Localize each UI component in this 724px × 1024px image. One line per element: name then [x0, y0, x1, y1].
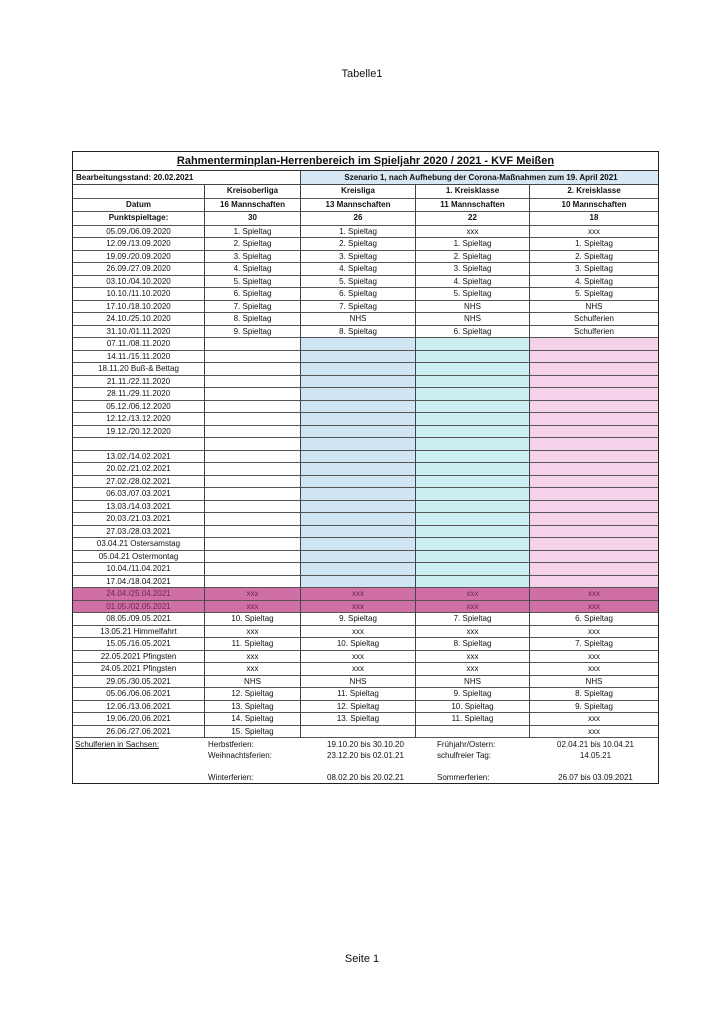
- matchday-cell: xxx: [530, 626, 658, 639]
- matchday-cell: 1. Spieltag: [205, 226, 301, 239]
- sheet-title: [73, 152, 658, 171]
- table-row: [73, 276, 658, 289]
- header-league-cell: 22: [416, 212, 530, 226]
- date-cell: 31.10./01.11.2020: [73, 326, 205, 339]
- matchday-cell: [205, 463, 301, 476]
- table-row: [73, 526, 658, 539]
- table-body: [73, 226, 658, 739]
- table-row: [73, 288, 658, 301]
- vac-range: 26.07 bis 03.09.2021: [558, 773, 633, 782]
- matchday-cell: [205, 401, 301, 414]
- table-row: [73, 363, 658, 376]
- matchday-cell: [301, 388, 416, 401]
- matchday-cell: 2. Spieltag: [301, 238, 416, 251]
- matchday-cell: xxx: [416, 626, 530, 639]
- matchday-cell: xxx: [530, 651, 658, 664]
- matchday-cell: [530, 538, 658, 551]
- date-cell: 20.02./21.02.2021: [73, 463, 205, 476]
- matchday-cell: 10. Spieltag: [416, 701, 530, 714]
- date-cell: 05.04.21 Ostermontag: [73, 551, 205, 564]
- matchday-cell: xxx: [416, 663, 530, 676]
- date-cell: 19.09./20.09.2020: [73, 251, 205, 264]
- date-cell: 10.04./11.04.2021: [73, 563, 205, 576]
- header-label-cell: [73, 185, 205, 199]
- vac-range: 23.12.20 bis 02.01.21: [327, 751, 404, 760]
- matchday-cell: xxx: [530, 226, 658, 239]
- date-cell: 12.06./13.06.2021: [73, 701, 205, 714]
- matchday-cell: [301, 526, 416, 539]
- matchday-cell: [301, 476, 416, 489]
- matchday-cell: [205, 476, 301, 489]
- page-header: Tabelle1: [341, 68, 383, 80]
- header-row: [73, 212, 658, 226]
- matchday-cell: [530, 351, 658, 364]
- matchday-cell: 6. Spieltag: [205, 288, 301, 301]
- matchday-cell: [416, 576, 530, 589]
- matchday-cell: [530, 338, 658, 351]
- matchday-cell: [205, 426, 301, 439]
- matchday-cell: [205, 388, 301, 401]
- matchday-cell: xxx: [205, 601, 301, 614]
- matchday-cell: [416, 538, 530, 551]
- table-row: [73, 713, 658, 726]
- date-cell: 12.09./13.09.2020: [73, 238, 205, 251]
- matchday-cell: [530, 501, 658, 514]
- table-row: [73, 676, 658, 689]
- date-cell: [73, 438, 205, 451]
- vac-name: Herbstferien:: [208, 740, 254, 749]
- matchday-cell: 12. Spieltag: [205, 688, 301, 701]
- table-row: [73, 576, 658, 589]
- date-cell: 26.09./27.09.2020: [73, 263, 205, 276]
- table-row: [73, 463, 658, 476]
- matchday-cell: [301, 551, 416, 564]
- matchday-cell: 8. Spieltag: [416, 638, 530, 651]
- matchday-cell: 8. Spieltag: [301, 326, 416, 339]
- matchday-cell: [530, 463, 658, 476]
- matchday-cell: 2. Spieltag: [416, 251, 530, 264]
- matchday-cell: 4. Spieltag: [416, 276, 530, 289]
- vac-name: Frühjahr/Ostern:: [437, 740, 496, 749]
- matchday-cell: [301, 338, 416, 351]
- matchday-cell: [301, 363, 416, 376]
- date-cell: 03.04.21 Ostersamstag: [73, 538, 205, 551]
- matchday-cell: NHS: [301, 313, 416, 326]
- sheet-title-text: Rahmenterminplan-Herrenbereich im Spieljahr 2020 / 2021 - KVF Meißen: [176, 155, 555, 167]
- header-league-cell: 13 Mannschaften: [301, 199, 416, 213]
- date-cell: 26.06./27.06.2021: [73, 726, 205, 739]
- table-row: [73, 488, 658, 501]
- table-row: [73, 226, 658, 239]
- matchday-cell: [416, 376, 530, 389]
- matchday-cell: [416, 338, 530, 351]
- matchday-cell: [416, 413, 530, 426]
- vac-name: schulfreier Tag:: [437, 751, 492, 760]
- table-row: [73, 326, 658, 339]
- matchday-cell: 10. Spieltag: [301, 638, 416, 651]
- date-cell: 21.11./22.11.2020: [73, 376, 205, 389]
- vac-range: 14.05.21: [579, 751, 612, 760]
- matchday-cell: [301, 426, 416, 439]
- table-header: [73, 185, 658, 226]
- matchday-cell: [416, 488, 530, 501]
- matchday-cell: NHS: [301, 676, 416, 689]
- vac-range: 19.10.20 bis 30.10.20: [327, 740, 404, 749]
- matchday-cell: [416, 476, 530, 489]
- date-cell: 14.11./15.11.2020: [73, 351, 205, 364]
- matchday-cell: 9. Spieltag: [205, 326, 301, 339]
- matchday-cell: xxx: [301, 651, 416, 664]
- date-cell: 17.10./18.10.2020: [73, 301, 205, 314]
- header-league-cell: Kreisoberliga: [205, 185, 301, 199]
- matchday-cell: Schulferien: [530, 326, 658, 339]
- matchday-cell: [530, 376, 658, 389]
- matchday-cell: 3. Spieltag: [301, 251, 416, 264]
- matchday-cell: xxx: [530, 588, 658, 601]
- matchday-cell: [530, 438, 658, 451]
- matchday-cell: NHS: [530, 676, 658, 689]
- matchday-cell: NHS: [416, 301, 530, 314]
- table-row: [73, 251, 658, 264]
- page-footer: Seite 1: [344, 953, 380, 965]
- matchday-cell: [301, 726, 416, 739]
- schedule-sheet: [72, 151, 659, 784]
- header-league-cell: 11 Mannschaften: [416, 199, 530, 213]
- table-row: [73, 513, 658, 526]
- table-row: [73, 551, 658, 564]
- header-label-cell: Punktspieltage:: [73, 212, 205, 226]
- table-row: [73, 651, 658, 664]
- matchday-cell: 2. Spieltag: [205, 238, 301, 251]
- date-cell: 13.03./14.03.2021: [73, 501, 205, 514]
- matchday-cell: 15. Spieltag: [205, 726, 301, 739]
- matchday-cell: [530, 563, 658, 576]
- date-cell: 28.11./29.11.2020: [73, 388, 205, 401]
- matchday-cell: [416, 463, 530, 476]
- matchday-cell: 6. Spieltag: [416, 326, 530, 339]
- matchday-cell: [301, 538, 416, 551]
- table-row: [73, 563, 658, 576]
- matchday-cell: 13. Spieltag: [301, 713, 416, 726]
- date-cell: 18.11.20 Buß-& Bettag: [73, 363, 205, 376]
- matchday-cell: [530, 488, 658, 501]
- matchday-cell: [301, 463, 416, 476]
- date-cell: 05.06./06.06.2021: [73, 688, 205, 701]
- date-cell: 10.10./11.10.2020: [73, 288, 205, 301]
- matchday-cell: [205, 376, 301, 389]
- matchday-cell: 6. Spieltag: [301, 288, 416, 301]
- table-row: [73, 376, 658, 389]
- table-row: [73, 401, 658, 414]
- matchday-cell: [416, 401, 530, 414]
- matchday-cell: [205, 413, 301, 426]
- matchday-cell: [301, 488, 416, 501]
- matchday-cell: xxx: [530, 713, 658, 726]
- table-row: [73, 476, 658, 489]
- matchday-cell: NHS: [416, 676, 530, 689]
- table-row: [73, 351, 658, 364]
- matchday-cell: 4. Spieltag: [530, 276, 658, 289]
- matchday-cell: xxx: [416, 588, 530, 601]
- matchday-cell: [416, 451, 530, 464]
- vacations-label: Schulferien in Sachsen:: [75, 740, 160, 749]
- matchday-cell: xxx: [205, 626, 301, 639]
- matchday-cell: [205, 338, 301, 351]
- matchday-cell: [205, 451, 301, 464]
- header-league-cell: 2. Kreisklasse: [530, 185, 658, 199]
- matchday-cell: 2. Spieltag: [530, 251, 658, 264]
- matchday-cell: 1. Spieltag: [301, 226, 416, 239]
- table-row: [73, 601, 658, 614]
- matchday-cell: NHS: [416, 313, 530, 326]
- matchday-cell: Schulferien: [530, 313, 658, 326]
- matchday-cell: [416, 551, 530, 564]
- matchday-cell: [530, 576, 658, 589]
- matchday-cell: xxx: [416, 226, 530, 239]
- date-cell: 19.12./20.12.2020: [73, 426, 205, 439]
- matchday-cell: [530, 426, 658, 439]
- matchday-cell: 5. Spieltag: [301, 276, 416, 289]
- matchday-cell: xxx: [530, 601, 658, 614]
- date-cell: 05.12./06.12.2020: [73, 401, 205, 414]
- matchday-cell: 14. Spieltag: [205, 713, 301, 726]
- table-row: [73, 438, 658, 451]
- matchday-cell: [530, 551, 658, 564]
- matchday-cell: [205, 538, 301, 551]
- matchday-cell: [301, 376, 416, 389]
- matchday-cell: [530, 363, 658, 376]
- matchday-cell: 1. Spieltag: [530, 238, 658, 251]
- matchday-cell: 5. Spieltag: [205, 276, 301, 289]
- matchday-cell: [416, 513, 530, 526]
- matchday-cell: [301, 401, 416, 414]
- table-row: [73, 626, 658, 639]
- matchday-cell: 3. Spieltag: [530, 263, 658, 276]
- vacations-block: [73, 738, 658, 783]
- date-cell: 08.05./09.05.2021: [73, 613, 205, 626]
- date-cell: 19.06./20.06.2021: [73, 713, 205, 726]
- matchday-cell: 11. Spieltag: [205, 638, 301, 651]
- vac-range: 02.04.21 bis 10.04.21: [557, 740, 634, 749]
- date-cell: 12.12./13.12.2020: [73, 413, 205, 426]
- matchday-cell: 1. Spieltag: [416, 238, 530, 251]
- matchday-cell: [301, 413, 416, 426]
- matchday-cell: xxx: [205, 651, 301, 664]
- matchday-cell: [416, 426, 530, 439]
- matchday-cell: 9. Spieltag: [416, 688, 530, 701]
- matchday-cell: [416, 726, 530, 739]
- table-row: [73, 451, 658, 464]
- matchday-cell: 11. Spieltag: [416, 713, 530, 726]
- header-league-cell: 26: [301, 212, 416, 226]
- date-cell: 24.04./25.04.2021: [73, 588, 205, 601]
- table-row: [73, 301, 658, 314]
- edit-status: Bearbeitungsstand: 20.02.2021: [73, 171, 301, 184]
- status-row: [73, 171, 658, 185]
- matchday-cell: [301, 351, 416, 364]
- matchday-cell: 6. Spieltag: [530, 613, 658, 626]
- matchday-cell: 7. Spieltag: [416, 613, 530, 626]
- date-cell: 13.05.21 Himmelfahrt: [73, 626, 205, 639]
- matchday-cell: [530, 388, 658, 401]
- matchday-cell: 7. Spieltag: [301, 301, 416, 314]
- matchday-cell: [416, 351, 530, 364]
- matchday-cell: xxx: [301, 601, 416, 614]
- matchday-cell: xxx: [301, 588, 416, 601]
- header-row: [73, 185, 658, 199]
- matchday-cell: [416, 526, 530, 539]
- header-label-cell: Datum: [73, 199, 205, 213]
- matchday-cell: [416, 563, 530, 576]
- matchday-cell: [530, 513, 658, 526]
- matchday-cell: 12. Spieltag: [301, 701, 416, 714]
- matchday-cell: 7. Spieltag: [530, 638, 658, 651]
- table-row: [73, 338, 658, 351]
- matchday-cell: 9. Spieltag: [301, 613, 416, 626]
- matchday-cell: 9. Spieltag: [530, 701, 658, 714]
- date-cell: 27.02./28.02.2021: [73, 476, 205, 489]
- date-cell: 06.03./07.03.2021: [73, 488, 205, 501]
- matchday-cell: [205, 351, 301, 364]
- table-row: [73, 663, 658, 676]
- header-league-cell: Kreisliga: [301, 185, 416, 199]
- date-cell: 27.03./28.03.2021: [73, 526, 205, 539]
- date-cell: 24.05.2021 Pfingsten: [73, 663, 205, 676]
- matchday-cell: [301, 513, 416, 526]
- matchday-cell: [416, 501, 530, 514]
- matchday-cell: [530, 526, 658, 539]
- date-cell: 24.10./25.10.2020: [73, 313, 205, 326]
- matchday-cell: 13. Spieltag: [205, 701, 301, 714]
- matchday-cell: 4. Spieltag: [301, 263, 416, 276]
- table-row: [73, 313, 658, 326]
- matchday-cell: xxx: [530, 663, 658, 676]
- matchday-cell: [205, 563, 301, 576]
- matchday-cell: NHS: [530, 301, 658, 314]
- matchday-cell: [530, 476, 658, 489]
- date-cell: 01.05./02.05.2021: [73, 601, 205, 614]
- table-row: [73, 426, 658, 439]
- matchday-cell: xxx: [205, 588, 301, 601]
- table-row: [73, 413, 658, 426]
- header-league-cell: 18: [530, 212, 658, 226]
- matchday-cell: [416, 363, 530, 376]
- table-row: [73, 538, 658, 551]
- table-row: [73, 726, 658, 739]
- matchday-cell: 3. Spieltag: [416, 263, 530, 276]
- date-cell: 03.10./04.10.2020: [73, 276, 205, 289]
- date-cell: 13.02./14.02.2021: [73, 451, 205, 464]
- table-row: [73, 701, 658, 714]
- vac-name: Winterferien:: [208, 773, 254, 782]
- matchday-cell: [205, 438, 301, 451]
- matchday-cell: 4. Spieltag: [205, 263, 301, 276]
- table-row: [73, 501, 658, 514]
- matchday-cell: [205, 513, 301, 526]
- matchday-cell: [301, 576, 416, 589]
- matchday-cell: [416, 438, 530, 451]
- date-cell: 29.05./30.05.2021: [73, 676, 205, 689]
- matchday-cell: [205, 488, 301, 501]
- matchday-cell: [530, 451, 658, 464]
- header-league-cell: 1. Kreisklasse: [416, 185, 530, 199]
- matchday-cell: 5. Spieltag: [416, 288, 530, 301]
- matchday-cell: 3. Spieltag: [205, 251, 301, 264]
- matchday-cell: xxx: [416, 651, 530, 664]
- vac-name: Sommerferien:: [437, 773, 490, 782]
- matchday-cell: 11. Spieltag: [301, 688, 416, 701]
- matchday-cell: xxx: [205, 663, 301, 676]
- matchday-cell: 8. Spieltag: [530, 688, 658, 701]
- matchday-cell: [205, 576, 301, 589]
- matchday-cell: [530, 401, 658, 414]
- matchday-cell: xxx: [301, 663, 416, 676]
- table-row: [73, 588, 658, 601]
- date-cell: 15.05./16.05.2021: [73, 638, 205, 651]
- vac-range: 08.02.20 bis 20.02.21: [327, 773, 404, 782]
- scenario-label: Szenario 1, nach Aufhebung der Corona-Maßnahmen zum 19. April 2021: [301, 171, 658, 184]
- table-row: [73, 263, 658, 276]
- matchday-cell: [205, 551, 301, 564]
- table-row: [73, 638, 658, 651]
- matchday-cell: 8. Spieltag: [205, 313, 301, 326]
- header-row: [73, 199, 658, 213]
- matchday-cell: [416, 388, 530, 401]
- vac-name: Weihnachtsferien:: [208, 751, 272, 760]
- date-cell: 20.03./21.03.2021: [73, 513, 205, 526]
- header-league-cell: 16 Mannschaften: [205, 199, 301, 213]
- matchday-cell: [301, 501, 416, 514]
- matchday-cell: 7. Spieltag: [205, 301, 301, 314]
- header-league-cell: 10 Mannschaften: [530, 199, 658, 213]
- matchday-cell: [530, 413, 658, 426]
- matchday-cell: [205, 363, 301, 376]
- matchday-cell: xxx: [416, 601, 530, 614]
- matchday-cell: NHS: [205, 676, 301, 689]
- matchday-cell: [301, 451, 416, 464]
- matchday-cell: xxx: [301, 626, 416, 639]
- matchday-cell: [301, 438, 416, 451]
- matchday-cell: 10. Spieltag: [205, 613, 301, 626]
- date-cell: 22.05.2021 Pfingsten: [73, 651, 205, 664]
- matchday-cell: [301, 563, 416, 576]
- table-row: [73, 238, 658, 251]
- table-row: [73, 388, 658, 401]
- date-cell: 07.11./08.11.2020: [73, 338, 205, 351]
- matchday-cell: [205, 526, 301, 539]
- matchday-cell: 5. Spieltag: [530, 288, 658, 301]
- table-row: [73, 613, 658, 626]
- header-league-cell: 30: [205, 212, 301, 226]
- date-cell: 17.04./18.04.2021: [73, 576, 205, 589]
- matchday-cell: xxx: [530, 726, 658, 739]
- matchday-cell: [205, 501, 301, 514]
- table-row: [73, 688, 658, 701]
- date-cell: 05.09./06.09.2020: [73, 226, 205, 239]
